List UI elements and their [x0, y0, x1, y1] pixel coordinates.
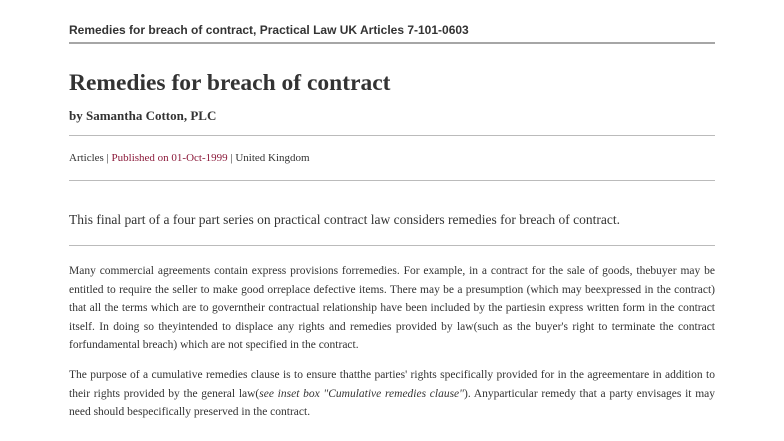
- jurisdiction: United Kingdom: [235, 152, 310, 164]
- divider: [69, 135, 715, 136]
- published-date: Published on 01-Oct-1999: [111, 152, 228, 164]
- author-byline: by Samantha Cotton, PLC: [69, 108, 217, 123]
- meta-separator: |: [227, 152, 236, 164]
- body-paragraph: Many commercial agreements contain express provisions forremedies. For example, in a contract for the sale of goods, thebuyer may be entitled to require the seller to make good orreplace defective items. There may be a presumption (which may beexpressed in the contract) that all the terms which are to governtheir contractual relationship have been included by the partiesin express written form in the contract itself. In doing so theyintended to displace any rights and remedies provided by law(such as the buyer's right to terminate the contract forfundamental breach) which are not specified in the contract.: [69, 265, 715, 351]
- article-type: Articles: [69, 152, 104, 164]
- meta-separator: |: [103, 152, 112, 164]
- paragraph-text: The purpose of a cumulative remedies clause is to ensure thatthe parties' rights specifically provided for in the agreementare in addition to their rights provided by the general law(: [69, 369, 715, 400]
- inset-box-reference: see inset box "Cumulative remedies clause": [259, 387, 464, 400]
- page-title: Remedies for breach of contract: [69, 70, 391, 96]
- body-paragraph: [69, 366, 715, 422]
- divider: [69, 180, 715, 181]
- divider: [69, 245, 715, 246]
- header-rule: [69, 42, 715, 44]
- paragraph-text: ). Anyparticular remedy that a party envisages it may need should bespecifically preserved in the contract.: [69, 387, 716, 418]
- article-meta: [69, 152, 310, 164]
- article-summary: This final part of a four part series on practical contract law considers remedies for breach of contract.: [69, 212, 621, 227]
- running-header: Remedies for breach of contract, Practical Law UK Articles 7-101-0603: [69, 23, 469, 37]
